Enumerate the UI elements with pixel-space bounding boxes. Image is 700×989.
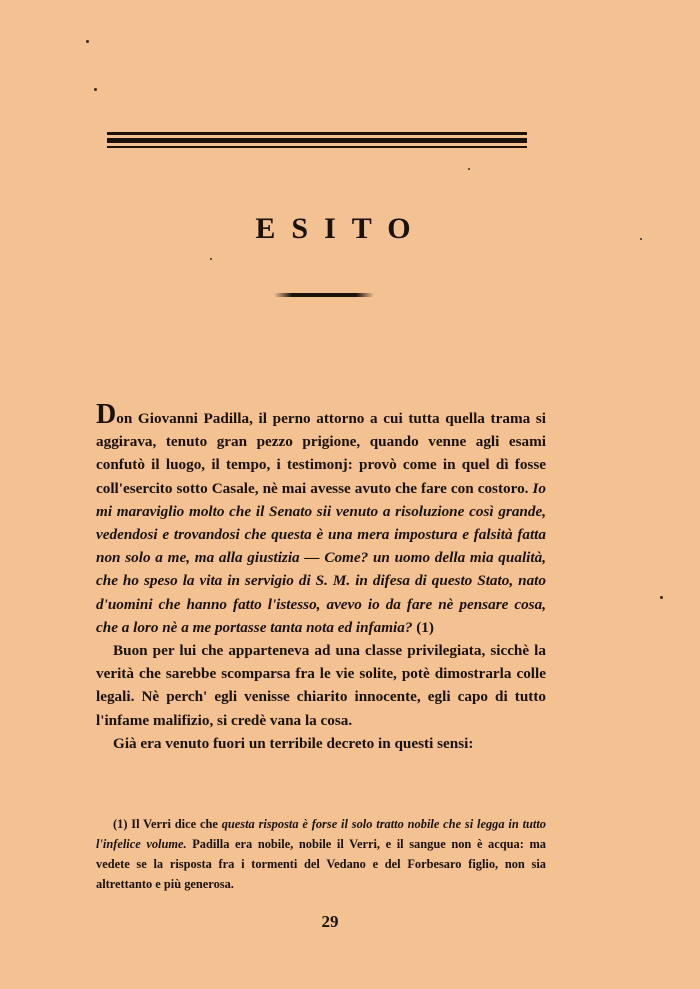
paper-speck bbox=[468, 168, 470, 170]
paper-speck bbox=[86, 40, 89, 43]
chapter-title: ESITO bbox=[255, 212, 427, 245]
footnote-quote: questa risposta è forse il solo tratto nobile che si legga in tutto l'infelice volume. bbox=[96, 817, 546, 851]
paragraph-1 bbox=[96, 399, 546, 639]
paper-speck bbox=[660, 596, 663, 599]
paragraph-1-quote: Io mi maraviglio molto che il Senato sii venuto a risoluzione così grande, vedendosi e trovandosi che questa è una mera impostura e falsità fatta non solo a me, ma alla giustizia — Come? un uomo della mia qualità, che ho speso la vita in servigio di S. M. in difesa di questo Stato, nato d'uomini che hanno fatto l'istesso, avevo io da fare nè pensare cosa, che a loro nè a me portasse tanta nota ed infamia? bbox=[96, 479, 546, 636]
initial-letter: D bbox=[96, 399, 117, 430]
paragraph-3-text: Già era venuto fuori un terribile decreto in questi sensi: bbox=[113, 734, 474, 752]
footnote-reference: (1) bbox=[412, 618, 434, 636]
footnote-text-b: Padilla era nobile, nobile il Verri, e il sangue non è acqua: ma vedete se la risposta fra i tormenti del Vedano e del Forbesaro figlio, non sia altrettanto e più generosa. bbox=[96, 837, 546, 891]
paper-speck bbox=[94, 88, 97, 91]
top-ornamental-rule bbox=[107, 132, 527, 150]
paper-speck bbox=[640, 238, 642, 240]
footnote bbox=[96, 814, 546, 894]
paragraph-2 bbox=[96, 639, 546, 732]
paragraph-3 bbox=[96, 732, 546, 755]
paper-speck bbox=[210, 258, 212, 260]
footnote-text-a: (1) Il Verri dice che bbox=[113, 817, 222, 831]
title-underline-rule bbox=[274, 293, 374, 297]
paragraph-2-text: Buon per lui che apparteneva ad una classe privilegiata, sicchè la verità che sarebbe scomparsa fra le vie solite, potè dimostrarla colle legali. Nè perch' egli venisse chiarito innocente, egli capo di tutto l'infame malifizio, si credè vana la cosa. bbox=[96, 642, 546, 729]
body-text bbox=[96, 399, 546, 755]
page-number: 29 bbox=[321, 912, 339, 931]
paragraph-1-text-a: on Giovanni Padilla, il perno attorno a cui tutta quella trama si aggirava, tenuto gran pezzo prigione, quando venne agli esami confutò il luogo, il tempo, i testimonj: provò come in quel dì fosse coll'esercito sotto Casale, nè mai avesse avuto che fare con costoro. bbox=[96, 410, 546, 497]
